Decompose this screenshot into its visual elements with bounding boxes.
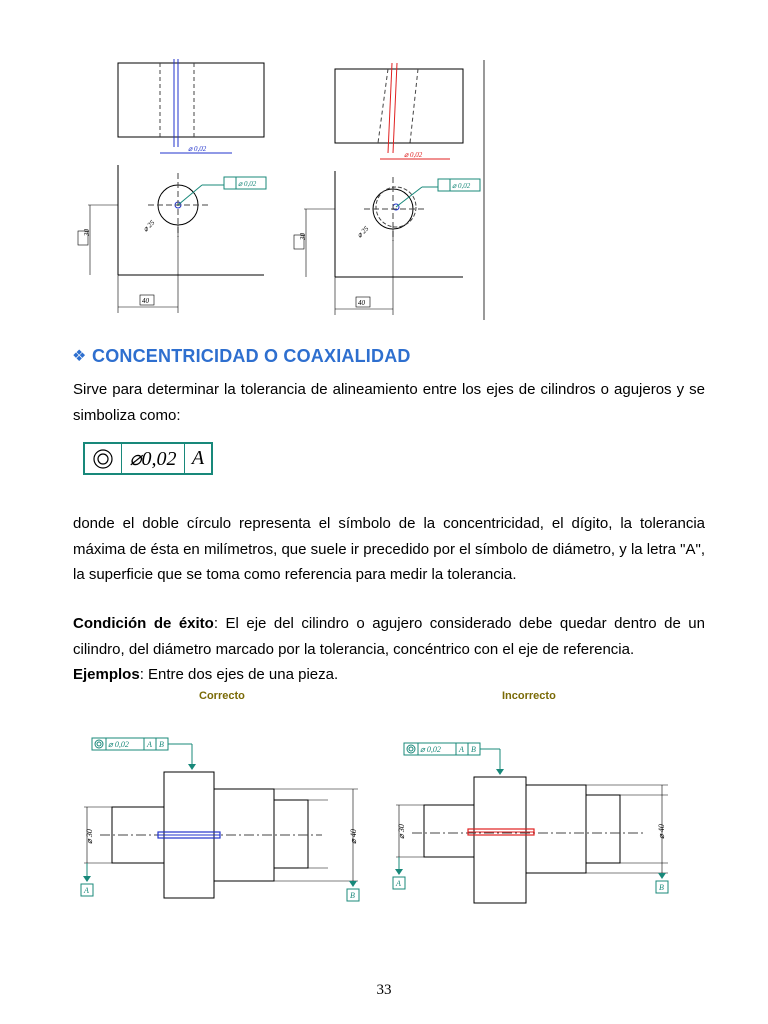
incorrect-dim-small: ⌀ 30 bbox=[397, 824, 406, 839]
examples-text: : Entre dos ejes de una pieza. bbox=[139, 666, 339, 683]
incorrect-caption: Incorrecto bbox=[502, 690, 556, 702]
success-condition-text: : El eje del cilindro o agujero considerado debe quedar dentro de un cilindro, del diámetro marcado por la tolerancia, concéntrico con el eje de referencia. bbox=[73, 615, 705, 658]
left-callout-frame: ⌀ 0,02 bbox=[238, 180, 257, 188]
concentricity-icon bbox=[85, 444, 122, 473]
incorrect-datum-b-label: B bbox=[659, 883, 664, 892]
left-dim-horizontal: 40 bbox=[142, 297, 149, 305]
page-number: 33 bbox=[376, 982, 392, 998]
left-diameter-label: ⌀ 25 bbox=[141, 218, 157, 234]
incorrect-frame-tolerance: ⌀ 0,02 bbox=[420, 745, 441, 754]
right-dim-horizontal: 40 bbox=[358, 299, 365, 307]
tolerance-value: ⌀0,02 bbox=[122, 444, 185, 473]
success-condition-label: Condición de éxito bbox=[73, 615, 214, 632]
success-condition-paragraph bbox=[73, 611, 705, 662]
correct-dim-large: ⌀ 40 bbox=[349, 829, 358, 844]
right-dim-vertical: 30 bbox=[299, 233, 307, 240]
incorrect-dim-large: ⌀ 40 bbox=[657, 824, 666, 839]
correct-datum-a-label: A bbox=[84, 886, 89, 895]
incorrect-datum-a-label: A bbox=[396, 879, 401, 888]
correct-dim-small: ⌀ 30 bbox=[85, 829, 94, 844]
correct-figure bbox=[70, 730, 370, 910]
right-diameter-label: ⌀ 25 bbox=[355, 224, 371, 240]
left-front-view bbox=[78, 165, 266, 313]
right-callout-top: ⌀ 0,02 bbox=[404, 151, 423, 159]
left-dim-vertical: 30 bbox=[83, 229, 91, 236]
correct-frame-datum-b: B bbox=[159, 740, 164, 749]
left-callout-top: ⌀ 0,02 bbox=[188, 145, 207, 153]
examples-paragraph bbox=[73, 662, 705, 688]
heading-bullet-icon: ❖ bbox=[72, 348, 87, 365]
datum-letter: A bbox=[191, 447, 205, 469]
examples-label: Ejemplos bbox=[73, 666, 140, 683]
right-side-view bbox=[335, 60, 484, 320]
intro-paragraph: Sirve para determinar la tolerancia de alineamiento entre los ejes de cilindros o agujeros y se simboliza como: bbox=[73, 381, 705, 424]
top-figures bbox=[60, 55, 500, 325]
correct-frame-tolerance: ⌀ 0,02 bbox=[108, 740, 129, 749]
correct-caption: Correcto bbox=[199, 690, 245, 702]
correct-frame-datum-a: A bbox=[147, 740, 152, 749]
incorrect-frame-datum-a: A bbox=[459, 745, 464, 754]
explanation-paragraph: donde el doble círculo representa el símbolo de la concentricidad, el dígito, la tolerancia máxima de ésta en milímetros, que suele ir precedido por el símbolo de diámetro, y la letra "A", la superficie que se toma como referencia para medir la tolerancia. bbox=[73, 515, 705, 583]
incorrect-frame-datum-b: B bbox=[471, 745, 476, 754]
incorrect-figure bbox=[382, 735, 682, 910]
correct-datum-b-label: B bbox=[350, 891, 355, 900]
right-callout-frame: ⌀ 0,02 bbox=[452, 182, 471, 190]
concentricity-symbol-frame bbox=[83, 442, 213, 475]
right-front-view bbox=[294, 171, 480, 315]
left-side-view bbox=[118, 59, 264, 153]
section-heading: CONCENTRICIDAD O COAXIALIDAD bbox=[92, 346, 411, 366]
